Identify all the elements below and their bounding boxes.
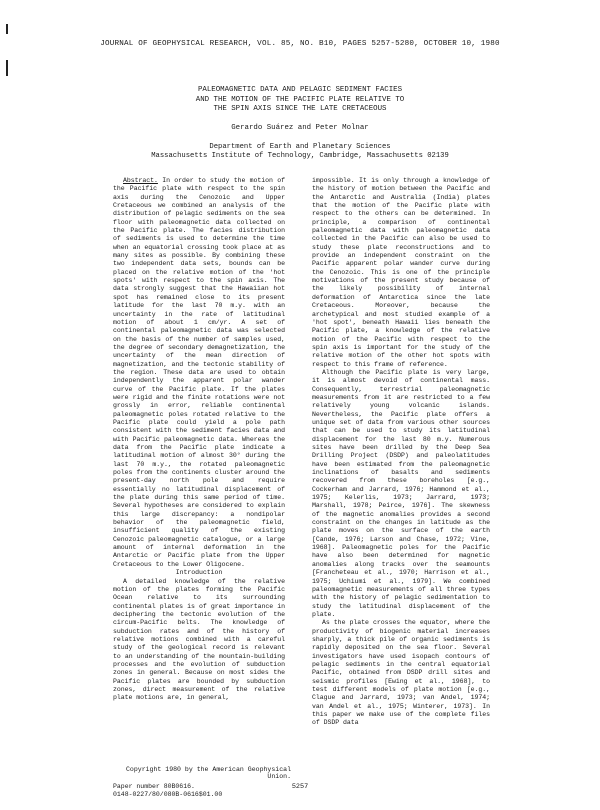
code-line: 0148-0227/80/080B-0616$01.00	[113, 791, 223, 799]
title-line: PALEOMAGNETIC DATA AND PELAGIC SEDIMENT FACIES	[197, 86, 402, 94]
body-paragraph: Although the Pacific plate is very large, it is almost devoid of continental mass. Consequently, terrestrial paleomagnetic measurements from it are restricted to a few relatively young volcanic islands. Nevertheless, the Pacific plate offers a unique set of data from various other sources that can be used to study its latitudinal displacement for the last 80 m.y. Numerous sites have been drilled by the Deep Sea Drilling Project (DSDP) and paleolatitudes have been estimated from the paleomagnetic inclinations of basalts and sediments recovered from these boreholes [e.g., Cockerham and Jarrard, 1976; Hammond et al., 1975; Kelerlis, 1973; Jarrard, 1973; Marshall, 1978; Peirce, 1976]. The skewness of the magnetic anomalies provides a second constraint on the changes in latitude as the plate moves on the surface of the earth [Cande, 1976; Larson and Chase, 1972; Vine, 1968]. Paleomagnetic poles for the Pacific have also been determined for magnetic anomalies along tracks over the seamounts [Francheteau et al., 1970; Harrison et al., 1975; Uchiumi et al., 1979]. We combined paleomagnetic measurements of all three types with the history of pelagic sedimentation to study the latitudinal displacement of the plate.	[312, 368, 490, 618]
authors: Gerardo Suárez and Peter Molnar	[231, 124, 369, 132]
paper-number: Paper number 80B0616.	[113, 783, 195, 790]
left-margin-mark	[6, 24, 8, 34]
affiliation-line: Department of Earth and Planetary Sciences	[209, 143, 391, 151]
section-heading: Introduction	[175, 569, 223, 577]
right-column	[312, 177, 490, 728]
left-column	[113, 177, 285, 703]
body-paragraph: As the plate crosses the equator, where the productivity of biogenic material increases sharply, a thick pile of organic sediments is rapidly deposited on the sea floor. Several investigators have used isopach contours of pelagic sediments in the central equatorial Pacific, obtained from DSDP drill sites and seismic profiles [Ewing et al., 1968], to test different models of plate motion [e.g., Clague and Jarrard, 1973; van Andel, 1974; van Andel et al., 1975; Winterer, 1973]. In this paper we make use of the complete files of DSDP data	[312, 619, 490, 727]
affiliation-line: Massachusetts Institute of Technology, Cambridge, Massachusetts 02139	[151, 152, 449, 161]
abstract	[113, 177, 285, 569]
journal-header: JOURNAL OF GEOPHYSICAL RESEARCH, VOL. 85, NO. B10, PAGES 5257-5280, OCTOBER 10, 1980	[100, 40, 500, 48]
body-paragraph: impossible. It is only through a knowledge of the history of motion between the Pacific and the Antarctic and Australia (India) plates that the motion of the Pacific plate with respect to the others can be determined. In principle, a comparison of continental paleomagnetic data with paleomagnetic data collected in the Pacific can also be used to study these plate reconstructions and to provide an independent constraint on the Pacific apparent polar wander curve during the Cenozoic. This is one of the principle motivations of the present study because of the likely possibility of internal deformation of Antarctica since the late Cretaceous. Moreover, because the archetypical and most studied example of a 'hot spot', beneath Hawaii lies beneath the Pacific plate, a knowledge of the relative motion of the Pacific with respect to the spin axis is important for the study of the relative motion of the other hot spots with respect to this frame of reference.	[312, 177, 490, 368]
paper-title	[0, 86, 600, 115]
introduction-paragraph: A detailed knowledge of the relative motion of the plates forming the Pacific Ocean relative to its surrounding continental plates is of great importance in deciphering the tectonic evolution of the circum-Pacific belts. The knowledge of subduction rates and of the history of relative motions combined with a careful study of the geological record is relevant to an understanding of the mountain-building processes and the evolution of subduction zones in general. Because on most sides the Pacific plates are bounded by subduction zones, direct measurement of the relative plate motions are, in general,	[113, 577, 285, 702]
copyright: Copyright 1980 by the American Geophysical Union.	[125, 766, 291, 780]
abstract-label: Abstract.	[123, 177, 158, 184]
abstract-text: In order to study the motion of the Pacific plate with respect to the spin axis during the Cenozoic and Upper Cretaceous we combined an analysis of the distribution of pelagic sediments on the sea floor with paleomagnetic data collected on the Pacific plate. The facies distribution of sediments is used to determine the time when an equatorial crossing took place at as many sites as possible. By combining these two independent data sets, bounds can be placed on the relative motion of the 'hot spots' with respect to the spin axis. The data strongly suggest that the Hawaiian hot spot has remained close to its present latitude for the last 70 m.y. with an uncertainty in the rate of latitudinal motion of about 1 cm/yr. A set of continental paleomagnetic data was selected on the basis of the number of samples used, the degree of secondary demagnetization, the uncertainty of the mean direction of magnetization, and the tectonic stability of the region. These data are used to obtain independently the apparent polar wander curve of the Pacific plate. If the plates were rigid and the finite rotations were not grossly in error, reliable continental paleomagnetic poles rotated relative to the Pacific plate could yield a pole path consistent with the sediment facies data and with Pacific paleomagnetic data. Whereas the data from the Pacific plate indicate a latitudinal motion of almost 30° during the last 70 m.y., the rotated paleomagnetic poles from the continents cluster around the present-day north pole and require essentially no latitudinal displacement of the plate during this same period of time. Several hypotheses are considered to explain this large discrepancy: a nondipolar behavior of the paleomagnetic field, insufficient quality of the existing Cenozoic paleomagnetic catalogue, or a large amount of internal deformation in the Antarctic or Pacific plate from the Upper Cretaceous to the Lower Oligocene.	[113, 177, 285, 568]
left-margin-mark	[6, 60, 8, 76]
title-line: THE SPIN AXIS SINCE THE LATE CRETACEOUS	[213, 105, 387, 114]
title-line: AND THE MOTION OF THE PACIFIC PLATE RELATIVE TO	[195, 95, 405, 104]
page-number: 5257	[291, 783, 309, 791]
affiliation	[0, 143, 600, 162]
